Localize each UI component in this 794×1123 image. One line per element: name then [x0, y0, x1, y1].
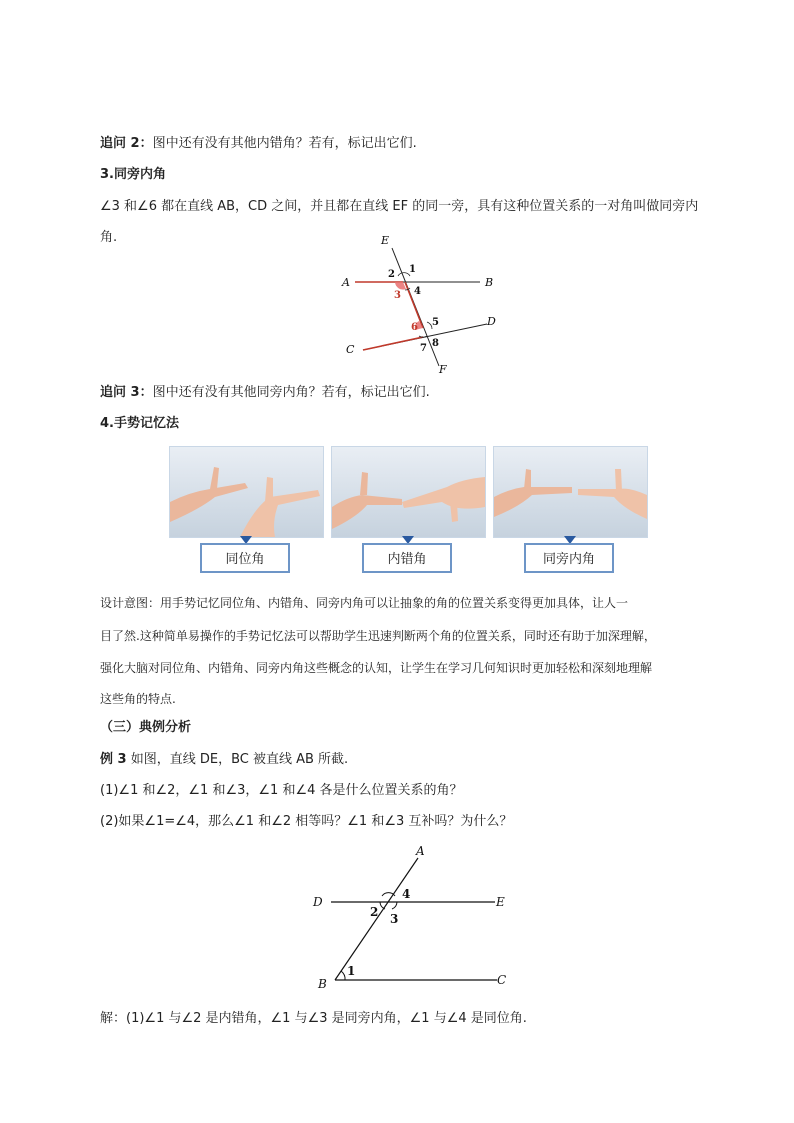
label-angle-3: 3 — [394, 290, 401, 301]
design-intent-line-2: 目了然.这种简单易操作的手势记忆法可以帮助学生迅速判断两个角的位置关系，同时还有助于加深理解， — [100, 629, 656, 643]
angle-3-mark — [395, 282, 406, 290]
interior-angles-figure — [335, 232, 510, 374]
gesture-label-corresponding: 同位角 — [200, 543, 290, 573]
label-c: C — [497, 973, 507, 987]
label-angle-1: 1 — [409, 264, 416, 275]
section-4-heading: 4.手势记忆法 — [100, 416, 179, 431]
followup-question-3 — [100, 384, 430, 402]
gesture-photo-same-side — [493, 446, 648, 538]
label-angle-6: 6 — [411, 322, 418, 333]
label-angle-5: 5 — [432, 317, 439, 328]
example-section-heading: （三）典例分析 — [100, 720, 192, 735]
design-intent-line-1: 设计意图：用手势记忆同位角、内错角、同旁内角可以让抽象的角的位置关系变得更加具体，让人一 — [100, 596, 629, 610]
followup-question-2 — [100, 135, 417, 153]
line-ab — [335, 858, 418, 980]
example-3-question-2: (2)如果∠1=∠4，那么∠1 和∠2 相等吗？∠1 和∠3 互补吗？为什么？ — [100, 814, 513, 829]
solution-text: 解：(1)∠1 与∠2 是内错角，∠1 与∠3 是同旁内角，∠1 与∠4 是同位角. — [100, 1011, 527, 1026]
example-3-label: 例 3 — [100, 752, 127, 767]
label-e: E — [381, 234, 390, 247]
design-intent-line-3: 强化大脑对同位角、内错角、同旁内角这些概念的认知，让学生在学习几何知识时更加轻松和深刻地理解 — [100, 661, 653, 675]
example-3-figure — [305, 838, 520, 995]
label-angle-4: 4 — [414, 286, 421, 297]
definition-line-1: ∠3 和∠6 都在直线 AB，CD 之间，并且都在直线 EF 的同一旁，具有这种位置关系的一对角叫做同旁内 — [100, 199, 699, 214]
label-angle-7: 7 — [420, 343, 427, 354]
label-c: C — [346, 343, 355, 356]
label-a: A — [416, 844, 425, 858]
gesture-label-alternate: 内错角 — [362, 543, 452, 573]
label-angle-1: 1 — [347, 964, 356, 978]
label-angle-8: 8 — [432, 338, 439, 349]
label-angle-4: 4 — [402, 887, 411, 901]
label-b: B — [485, 276, 494, 289]
label-f: F — [439, 363, 447, 374]
example-3-question-1: (1)∠1 和∠2，∠1 和∠3，∠1 和∠4 各是什么位置关系的角？ — [100, 783, 463, 798]
label-e: E — [496, 895, 505, 909]
gesture-photo-corresponding — [169, 446, 324, 538]
followup-2-text: 图中还有没有其他内错角？若有，标记出它们. — [152, 136, 417, 151]
label-b: B — [318, 977, 327, 991]
example-3-intro — [100, 751, 348, 769]
design-intent-line-4: 这些角的特点. — [100, 692, 176, 706]
definition-line-2: 角. — [100, 230, 118, 245]
label-angle-3: 3 — [390, 912, 399, 926]
label-a: A — [342, 276, 350, 289]
followup-2-prefix: 追问 2： — [100, 136, 153, 151]
label-angle-2: 2 — [388, 269, 395, 280]
followup-3-text: 图中还有没有其他同旁内角？若有，标记出它们. — [152, 385, 430, 400]
section-3-heading: 3.同旁内角 — [100, 167, 166, 182]
line-cd-highlight — [363, 337, 423, 350]
gesture-label-same-side: 同旁内角 — [524, 543, 614, 573]
followup-3-prefix: 追问 3： — [100, 385, 153, 400]
gesture-photo-alternate — [331, 446, 486, 538]
label-angle-2: 2 — [370, 905, 379, 919]
example-3-intro-text: 如图，直线 DE，BC 被直线 AB 所截. — [130, 752, 349, 767]
label-d: D — [487, 315, 496, 328]
label-d: D — [313, 895, 323, 909]
